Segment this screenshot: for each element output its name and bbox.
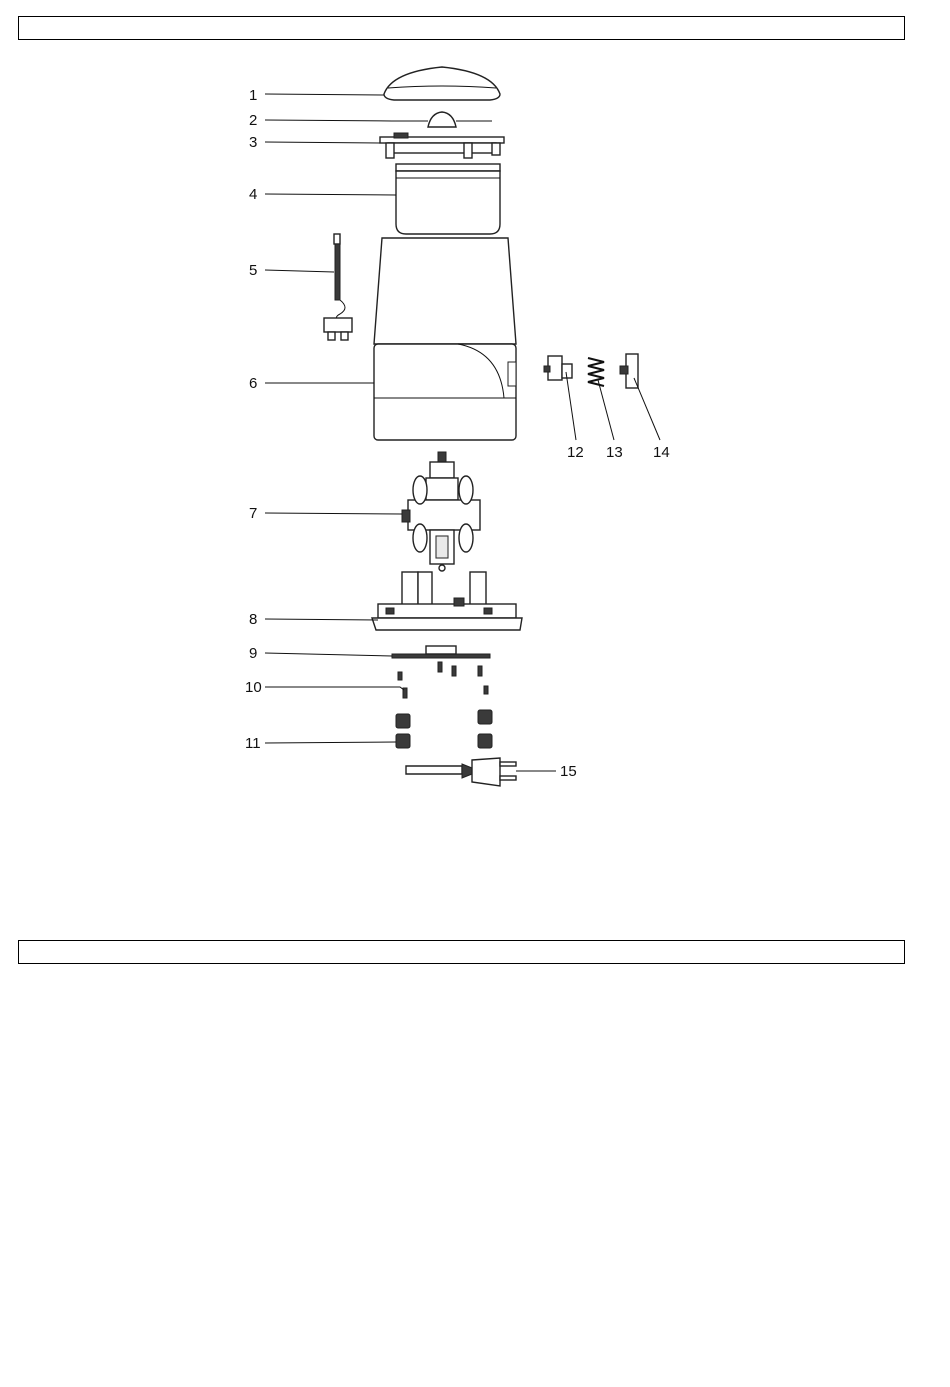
part-6-housing	[374, 238, 516, 440]
callout-4: 4	[249, 186, 258, 203]
callout-11: 11	[245, 735, 261, 752]
callout-3: 3	[249, 134, 258, 151]
part-9-bottom-cover	[392, 646, 490, 658]
part-7-motor	[402, 452, 480, 571]
callout-6: 6	[249, 375, 258, 392]
part-3-lid-frame	[380, 133, 504, 158]
part-2-lid-button	[392, 112, 492, 127]
callout-9: 9	[249, 645, 258, 662]
callout-12: 12	[567, 444, 584, 461]
part-8-base-plate	[372, 572, 522, 630]
callout-13: 13	[606, 444, 623, 461]
part-14-switch-cap	[620, 354, 638, 388]
part-4-grinding-bowl	[396, 164, 500, 234]
part-12-switch-button	[544, 356, 572, 380]
callout-7: 7	[249, 505, 258, 522]
callout-10: 10	[245, 679, 262, 696]
part-1-lid-cap	[384, 67, 500, 100]
part-13-spring	[588, 358, 604, 386]
callout-1: 1	[249, 87, 258, 104]
callout-14: 14	[653, 444, 670, 461]
callout-2: 2	[249, 112, 258, 129]
callout-8: 8	[249, 611, 258, 628]
part-15-power-cord	[406, 758, 516, 786]
section-header-box-bottom	[18, 940, 905, 964]
part-10-screws	[398, 662, 488, 698]
callout-5: 5	[249, 262, 258, 279]
callout-15: 15	[560, 763, 577, 780]
part-11-rubber-feet	[396, 710, 492, 748]
part-5-safety-switch	[324, 234, 352, 340]
